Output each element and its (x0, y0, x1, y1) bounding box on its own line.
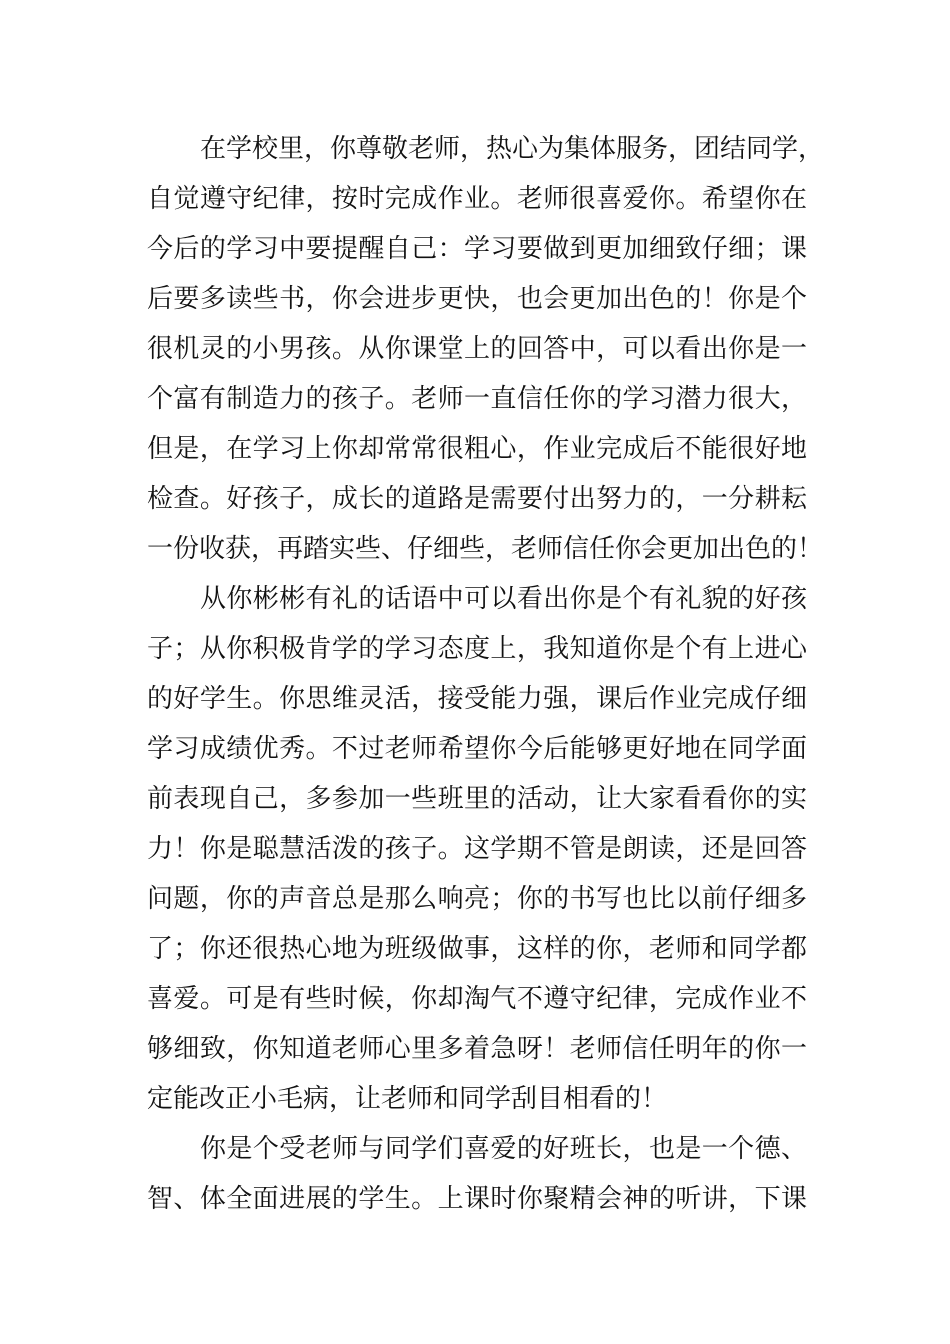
paragraph-1-line-7: 但是，在学习上你却常常很粗心，作业完成后不能很好地 (147, 434, 807, 464)
paragraph-3-line-1: 你是个受老师与同学们喜爱的好班长，也是一个德、 (200, 1134, 807, 1164)
paragraph-2-line-1: 从你彬彬有礼的话语中可以看出你是个有礼貌的好孩 (200, 584, 807, 614)
paragraph-1-line-5: 很机灵的小男孩。从你课堂上的回答中，可以看出你是一 (147, 334, 807, 364)
paragraph-1-line-2: 自觉遵守纪律，按时完成作业。老师很喜爱你。希望你在 (147, 184, 807, 214)
paragraph-1-line-6: 个富有制造力的孩子。老师一直信任你的学习潜力很大， (147, 384, 807, 414)
paragraph-3-line-2: 智、体全面进展的学生。上课时你聚精会神的听讲，下课 (147, 1184, 807, 1214)
paragraph-2-line-11: 定能改正小毛病，让老师和同学刮目相看的！ (147, 1084, 668, 1114)
paragraph-2-line-7: 问题，你的声音总是那么响亮；你的书写也比以前仔细多 (147, 884, 807, 914)
paragraph-2-line-3: 的好学生。你思维灵活，接受能力强，课后作业完成仔细 (147, 684, 807, 714)
paragraph-2-line-6: 力！你是聪慧活泼的孩子。这学期不管是朗读，还是回答 (147, 834, 807, 864)
paragraph-2-line-5: 前表现自己，多参加一些班里的活动，让大家看看你的实 (147, 784, 807, 814)
paragraph-1-line-8: 检查。好孩子，成长的道路是需要付出努力的，一分耕耘 (147, 484, 807, 514)
paragraph-2-line-4: 学习成绩优秀。不过老师希望你今后能够更好地在同学面 (147, 734, 807, 764)
paragraph-1-line-4: 后要多读些书，你会进步更快，也会更加出色的！你是个 (147, 284, 807, 314)
document-body (147, 124, 825, 1224)
paragraph-2-line-10: 够细致，你知道老师心里多着急呀！老师信任明年的你一 (147, 1034, 807, 1064)
paragraph-2-line-9: 喜爱。可是有些时候，你却淘气不遵守纪律，完成作业不 (147, 984, 807, 1014)
paragraph-2-line-8: 了；你还很热心地为班级做事，这样的你，老师和同学都 (147, 934, 807, 964)
paragraph-1-line-3: 今后的学习中要提醒自己：学习要做到更加细致仔细；课 (147, 234, 807, 264)
paragraph-1-line-1: 在学校里，你尊敬老师，热心为集体服务，团结同学， (200, 134, 825, 164)
paragraph-2-line-2: 子；从你积极肯学的学习态度上，我知道你是个有上进心 (147, 634, 807, 664)
paragraph-1-line-9: 一份收获，再踏实些、仔细些，老师信任你会更加出色的！ (147, 534, 824, 564)
